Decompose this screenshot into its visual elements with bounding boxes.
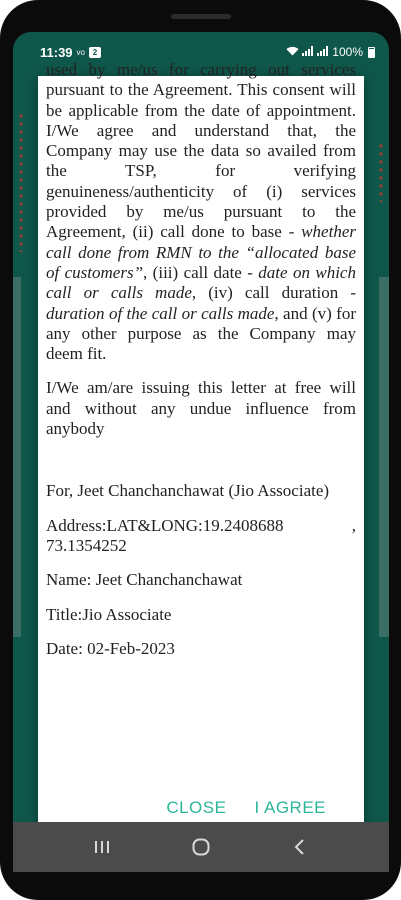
paragraph-italic-text: date on which call or calls made — [46, 262, 356, 303]
paragraph-text: I/We am/are issuing this letter at free will and without any undue influence from anybody — [46, 378, 356, 439]
title-line: Title:Jio Associate — [46, 604, 172, 624]
consent-paragraph — [46, 60, 356, 364]
close-button[interactable]: CLOSE — [152, 791, 240, 825]
background-decoration — [17, 112, 27, 252]
name-line: Name: Jeet Chanchanchawat — [46, 570, 243, 590]
background-panel — [379, 277, 389, 637]
paragraph-italic-text: duration of the call or calls made — [46, 303, 275, 323]
status-time: 11:39 — [40, 44, 73, 60]
address-line: Address:LAT&LONG:19.2408688 , 73.1354252 — [46, 515, 356, 555]
status-right — [286, 45, 375, 59]
spacer — [46, 453, 356, 481]
consent-dialog — [38, 60, 364, 837]
navigation-bar — [13, 822, 389, 872]
paragraph-text: , and (v) for any other purpose as the Company may deem fit. — [46, 303, 356, 364]
screen — [13, 32, 389, 872]
home-icon[interactable] — [181, 832, 221, 862]
paragraph-text: used by me/us for carrying out services pursuant to the Agreement. This consent will be applicable from the date of appointment. I/We agree and understand that, the Company may use the data so availed from the TSP, for verifying genuineness/authenticity of (i) services provided by me/us pursuant to the Agreement, (ii) call done to base - — [46, 60, 356, 242]
paragraph-italic-text: whether call done from RMN to the “allocated base of customers” — [46, 222, 356, 282]
notification-badge: 2 — [89, 47, 101, 58]
paragraph-text: , (iii) call date - — [143, 262, 259, 282]
volte-icon: vo — [76, 47, 85, 57]
background-decoration — [377, 142, 387, 202]
signal-icon-2 — [317, 46, 329, 58]
for-line: For, Jeet Chanchanchawat (Jio Associate) — [46, 481, 330, 501]
back-icon[interactable] — [280, 832, 320, 862]
date-line: Date: 02-Feb-2023 — [46, 638, 175, 658]
agree-button[interactable]: I AGREE — [240, 791, 340, 825]
status-left — [40, 45, 101, 60]
wifi-icon — [286, 45, 299, 59]
battery-percent: 100% — [332, 45, 363, 59]
signal-icon — [302, 46, 314, 58]
declaration-paragraph — [46, 378, 356, 439]
battery-icon — [368, 47, 375, 58]
background-panel — [13, 277, 21, 637]
dialog-content[interactable] — [38, 60, 364, 673]
earpiece — [171, 14, 231, 19]
paragraph-text: , (iv) call duration - — [191, 283, 356, 303]
recents-icon[interactable] — [82, 832, 122, 862]
